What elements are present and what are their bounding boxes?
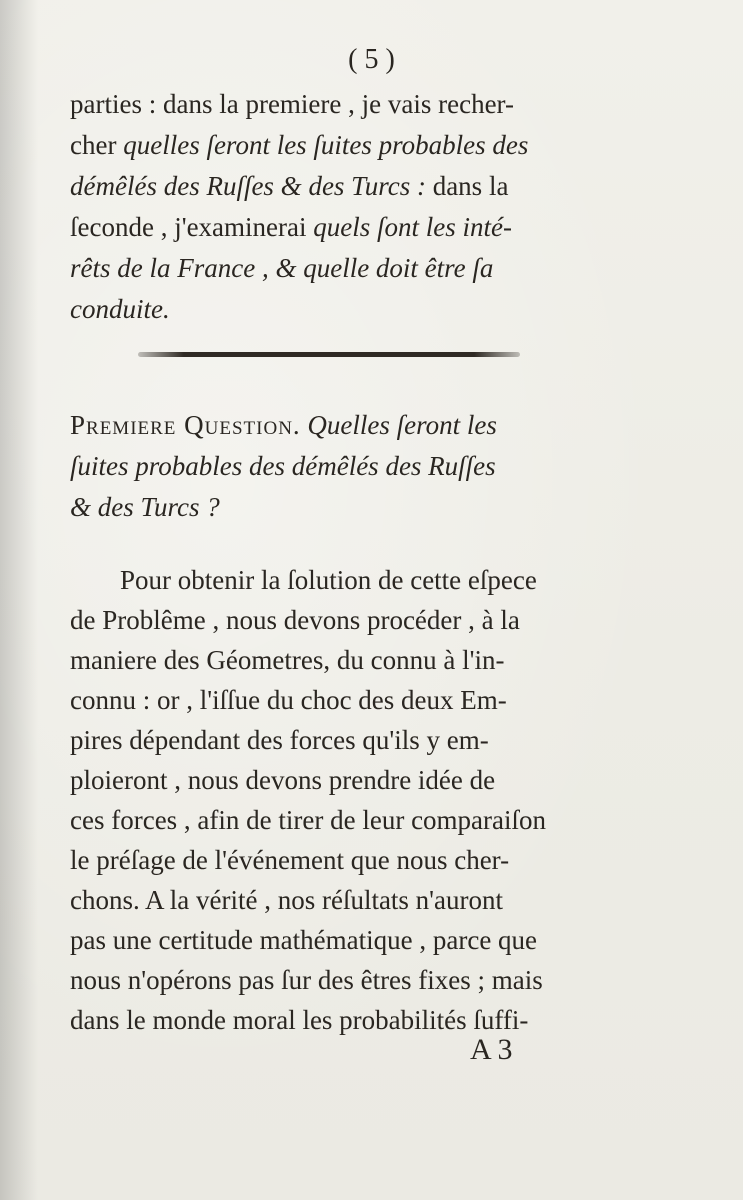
- text-line-2: cher quelles ſeront les ſuites probables des: [70, 130, 529, 160]
- paragraph-line-6: ploieront , nous devons prendre idée de: [70, 765, 496, 795]
- question-heading-line-3: & des Turcs ?: [70, 492, 220, 522]
- paragraph-line-9: chons. A la vérité , nos réſultats n'auront: [70, 885, 504, 915]
- paragraph-line-8: le préſage de l'événement que nous cher-: [70, 845, 510, 875]
- question-heading-line-1: Premiere Question. Quelles ſeront les: [70, 410, 497, 440]
- question-heading-line-2: ſuites probables des démêlés des Ruſſes: [70, 451, 496, 481]
- paragraph-line-11: nous n'opérons pas ſur des êtres fixes ; mais: [70, 965, 543, 995]
- text-line-4: ſeconde , j'examinerai quels ſont les inté-: [70, 212, 512, 242]
- page-gutter-shadow: [0, 0, 38, 1200]
- paragraph-line-2: de Problême , nous devons procéder , à la: [70, 605, 520, 635]
- paragraph-line-4: connu : or , l'iſſue du choc des deux Em-: [70, 685, 507, 715]
- paragraph-line-10: pas une certitude mathématique , parce que: [70, 925, 538, 955]
- section-divider-rule: [138, 352, 520, 357]
- paragraph-line-1: Pour obtenir la ſolution de cette eſpece: [120, 565, 537, 595]
- paragraph-line-12: dans le monde moral les probabilités ſuffi-: [70, 1005, 529, 1035]
- text-line-5: rêts de la France , & quelle doit être ſa: [70, 253, 494, 283]
- text-line-3: démêlés des Ruſſes & des Turcs : dans la: [70, 171, 509, 201]
- paragraph-line-5: pires dépendant des forces qu'ils y em-: [70, 725, 489, 755]
- paragraph-line-3: maniere des Géometres, du connu à l'in-: [70, 645, 505, 675]
- page-number: ( 5 ): [348, 44, 395, 75]
- signature-mark: A 3: [470, 1033, 513, 1066]
- text-line-1: parties : dans la premiere , je vais recher-: [70, 89, 514, 119]
- paragraph-line-7: ces forces , afin de tirer de leur comparaiſon: [70, 805, 547, 835]
- text-line-6: conduite.: [70, 294, 170, 324]
